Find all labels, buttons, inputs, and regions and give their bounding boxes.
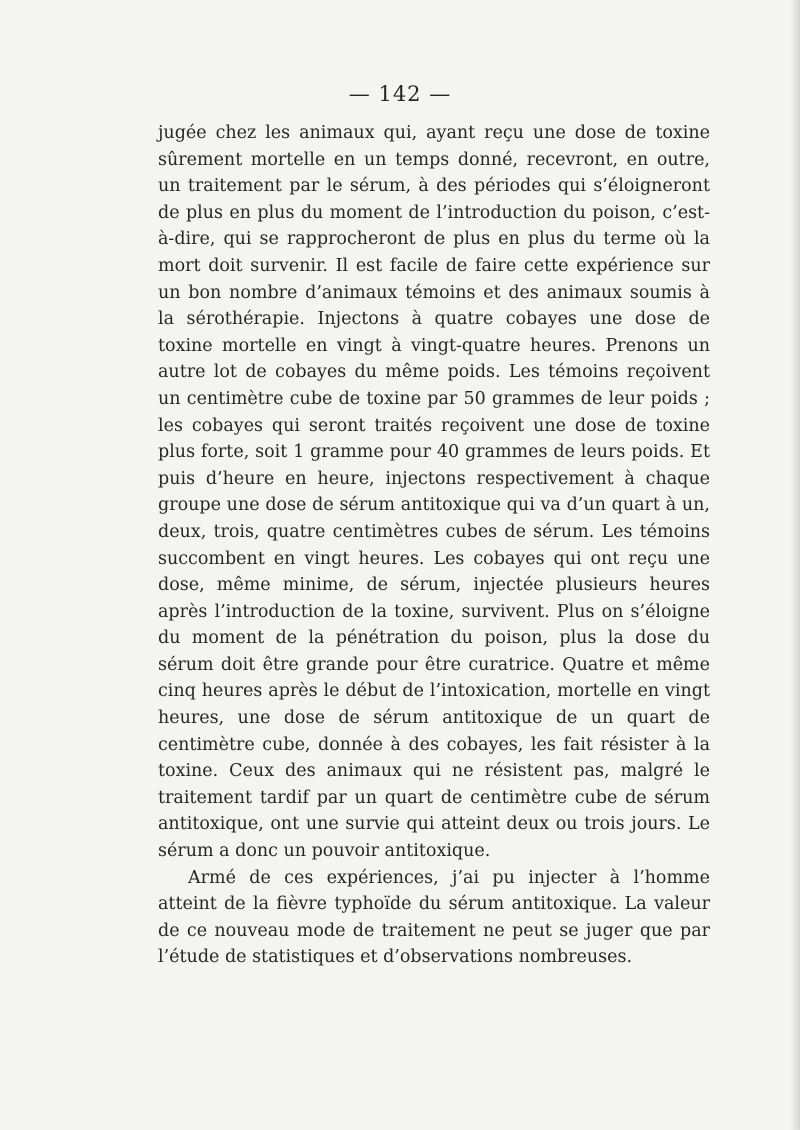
page-number: — 142 — bbox=[348, 82, 452, 106]
page-edge-shadow bbox=[790, 0, 800, 1130]
paragraph-1: jugée chez les animaux qui, ayant reçu une dose de toxine sûrement mortelle en un temps donné, recevront, en outre, un traitement par le sérum, à des périodes qui s’éloigneront de plus en plus du moment de l’introduction du poison, c’est-à-dire, qui se rapprocheront de plus en plus du terme où la mort doit survenir. Il est facile de faire cette expérience sur un bon nombre d’animaux témoins et des animaux soumis à la sérothérapie. Injectons à quatre cobayes une dose de toxine mortelle en vingt à vingt-quatre heures. Prenons un autre lot de cobayes du même poids. Les témoins reçoivent un centimètre cube de toxine par 50 grammes de leur poids ; les cobayes qui seront traités reçoivent une dose de toxine plus forte, soit 1 gramme pour 40 grammes de leurs poids. Et puis d’heure en heure, injectons respectivement à chaque groupe une dose de sérum antitoxique qui va d’un quart à un, deux, trois, quatre centimètres cubes de sérum. Les témoins succombent en vingt heures. Les cobayes qui ont reçu une dose, même minime, de sérum, injectée plusieurs heures après l’introduction de la toxine, survivent. Plus on s’éloigne du moment de la pénétration du poison, plus la dose du sérum doit être grande pour être curatrice. Quatre et même cinq heures après le début de l’intoxication, mortelle en vingt heures, une dose de sérum antitoxique de un quart de centimètre cube, donnée à des cobayes, les fait résister à la toxine. Ceux des animaux qui ne résistent pas, malgré le traitement tardif par un quart de centimètre cube de sérum antitoxique, ont une survie qui atteint deux ou trois jours. Le sérum a donc un pouvoir antitoxique. bbox=[158, 123, 710, 862]
paragraph-2: Armé de ces expériences, j’ai pu injecter à l’homme atteint de la fièvre typhoïde du sérum antitoxique. La valeur de ce nouveau mode de traitement ne peut se juger que par l’étude de statistiques et d’observations nombreuses. bbox=[158, 867, 710, 968]
body-text bbox=[158, 120, 710, 971]
